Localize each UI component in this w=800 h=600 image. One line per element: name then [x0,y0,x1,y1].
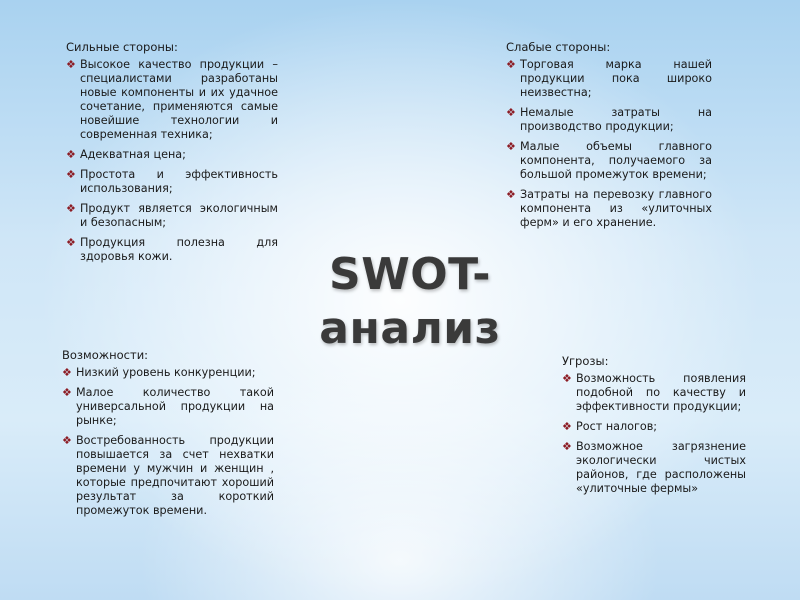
diamond-bullet-icon: ❖ [562,372,572,385]
list-item: ❖ Востребованность продукции повышается за счет нехватки времени у мужчин и женщин , которые предпочитают хороший результат за короткий промежуток времени. [62,434,274,517]
diamond-bullet-icon: ❖ [506,58,516,71]
opportunities-section [62,348,274,524]
list-item: ❖ Высокое качество продукции – специалистами разработаны новые компоненты и их удачное сочетание, применяются самые новейшие технологии и современная техника; [66,58,278,141]
threats-title: Угрозы: [562,354,609,368]
strengths-list [66,58,278,264]
diamond-bullet-icon: ❖ [562,440,572,453]
list-item: ❖ Возможное загрязнение экологически чистых районов, где расположены «улиточные фермы» [562,440,746,495]
strengths-title: Сильные стороны: [66,40,178,54]
diamond-bullet-icon: ❖ [506,106,516,119]
diamond-bullet-icon: ❖ [506,188,516,201]
list-item: ❖ Малое количество такой универсальной продукции на рынке; [62,386,274,427]
diamond-bullet-icon: ❖ [66,168,76,181]
diamond-bullet-icon: ❖ [66,58,76,71]
list-item: ❖ Простота и эффективность использования; [66,168,278,195]
diamond-bullet-icon: ❖ [66,148,76,161]
list-item: ❖ Малые объемы главного компонента, получаемого за большой промежуток времени; [506,140,712,181]
list-item: ❖ Адекватная цена; [66,148,186,161]
threats-section [562,354,746,502]
list-item: ❖ Торговая марка нашей продукции пока широко неизвестна; [506,58,712,99]
diamond-bullet-icon: ❖ [66,236,76,249]
list-item: ❖ Немалые затраты на производство продукции; [506,106,712,133]
list-item: ❖ Рост налогов; [562,420,658,433]
title-line-1: SWOT- [329,249,491,300]
list-item: ❖ Продукт является экологичным и безопасным; [66,202,278,229]
diamond-bullet-icon: ❖ [66,202,76,215]
list-item: ❖ Возможность появления подобной по качеству и эффективности продукции; [562,372,746,413]
diamond-bullet-icon: ❖ [62,386,72,399]
page-title [280,248,540,356]
list-item: ❖ Низкий уровень конкуренции; [62,366,256,379]
opportunities-list [62,366,274,518]
list-item: ❖ Продукция полезна для здоровья кожи. [66,236,278,263]
weaknesses-title: Слабые стороны: [506,40,611,54]
diamond-bullet-icon: ❖ [62,366,72,379]
weaknesses-section [506,40,712,236]
strengths-section [66,40,278,270]
opportunities-title: Возможности: [62,348,149,362]
diamond-bullet-icon: ❖ [506,140,516,153]
list-item: ❖ Затраты на перевозку главного компонента из «улиточных ферм» и его хранение. [506,188,712,229]
threats-list [562,372,746,496]
diamond-bullet-icon: ❖ [562,420,572,433]
title-line-2: анализ [319,303,501,354]
weaknesses-list [506,58,712,230]
diamond-bullet-icon: ❖ [62,434,72,447]
